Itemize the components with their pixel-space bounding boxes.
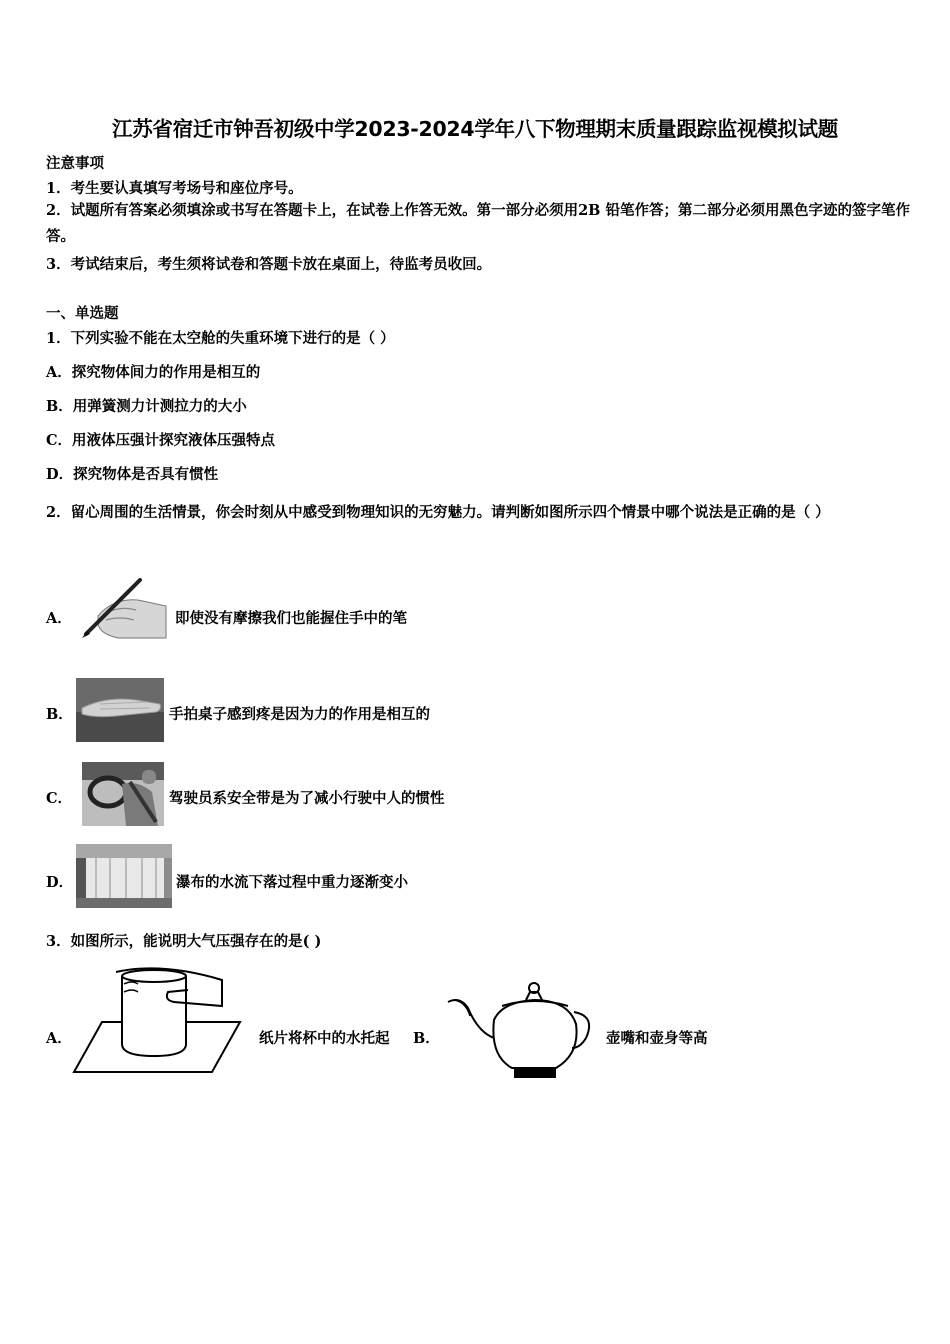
seatbelt-driver-icon: [82, 762, 164, 826]
q3-option-b-text: 壶嘴和壶身等高: [606, 1030, 708, 1047]
q2-option-b-text: 手拍桌子感到疼是因为力的作用是相互的: [169, 706, 430, 723]
q3-option-a-text: 纸片将杯中的水托起: [259, 1030, 390, 1047]
notice-item: 1．考生要认真填写考场号和座位序号。: [46, 180, 303, 197]
teapot-icon: [446, 978, 598, 1082]
q2-option-c-letter: C．: [46, 790, 73, 807]
q1-option-b: B．用弹簧测力计测拉力的大小: [46, 398, 247, 415]
question-2-stem: 2．留心周围的生活情景，你会时刻从中感受到物理知识的无穷魅力。请判断如图所示四个情景中哪个说法是正确的是（ ）: [46, 504, 830, 521]
q1-option-d: D．探究物体是否具有惯性: [46, 466, 219, 483]
page-title: 江苏省宿迁市钟吾初级中学2023-2024学年八下物理期末质量跟踪监视模拟试题: [112, 117, 838, 141]
q1-option-c: C．用液体压强计探究液体压强特点: [46, 432, 276, 449]
question-1-stem: 1．下列实验不能在太空舱的失重环境下进行的是（ ）: [46, 330, 395, 347]
q2-option-b-letter: B．: [46, 706, 73, 723]
hand-on-table-icon: [76, 678, 164, 742]
q2-option-c-text: 驾驶员系安全带是为了减小行驶中人的惯性: [169, 790, 445, 807]
notice-heading: 注意事项: [46, 155, 104, 172]
question-3-stem: 3．如图所示，能说明大气压强存在的是( ): [46, 933, 322, 950]
q2-option-a-letter: A．: [46, 610, 72, 627]
q2-option-d-letter: D．: [46, 874, 74, 891]
notice-item: 2．试题所有答案必须填涂或书写在答题卡上，在试卷上作答无效。第一部分必须用2B 铅笔作答；第二部分必须用黑色字迹的签字笔作答。: [46, 202, 910, 245]
q3-option-b-letter: B．: [413, 1030, 440, 1047]
q2-option-d-text: 瀑布的水流下落过程中重力逐渐变小: [176, 874, 408, 891]
waterfall-icon: [76, 844, 172, 908]
cup-with-paper-icon: [72, 966, 250, 1078]
q1-option-a: A．探究物体间力的作用是相互的: [46, 364, 261, 381]
notice-item: 3．考试结束后，考生须将试卷和答题卡放在桌面上，待监考员收回。: [46, 256, 492, 273]
q2-option-a-text: 即使没有摩擦我们也能握住手中的笔: [175, 610, 407, 627]
section-heading: 一、单选题: [46, 305, 119, 322]
pen-in-hand-icon: [78, 576, 168, 642]
q3-option-a-letter: A．: [46, 1030, 72, 1047]
